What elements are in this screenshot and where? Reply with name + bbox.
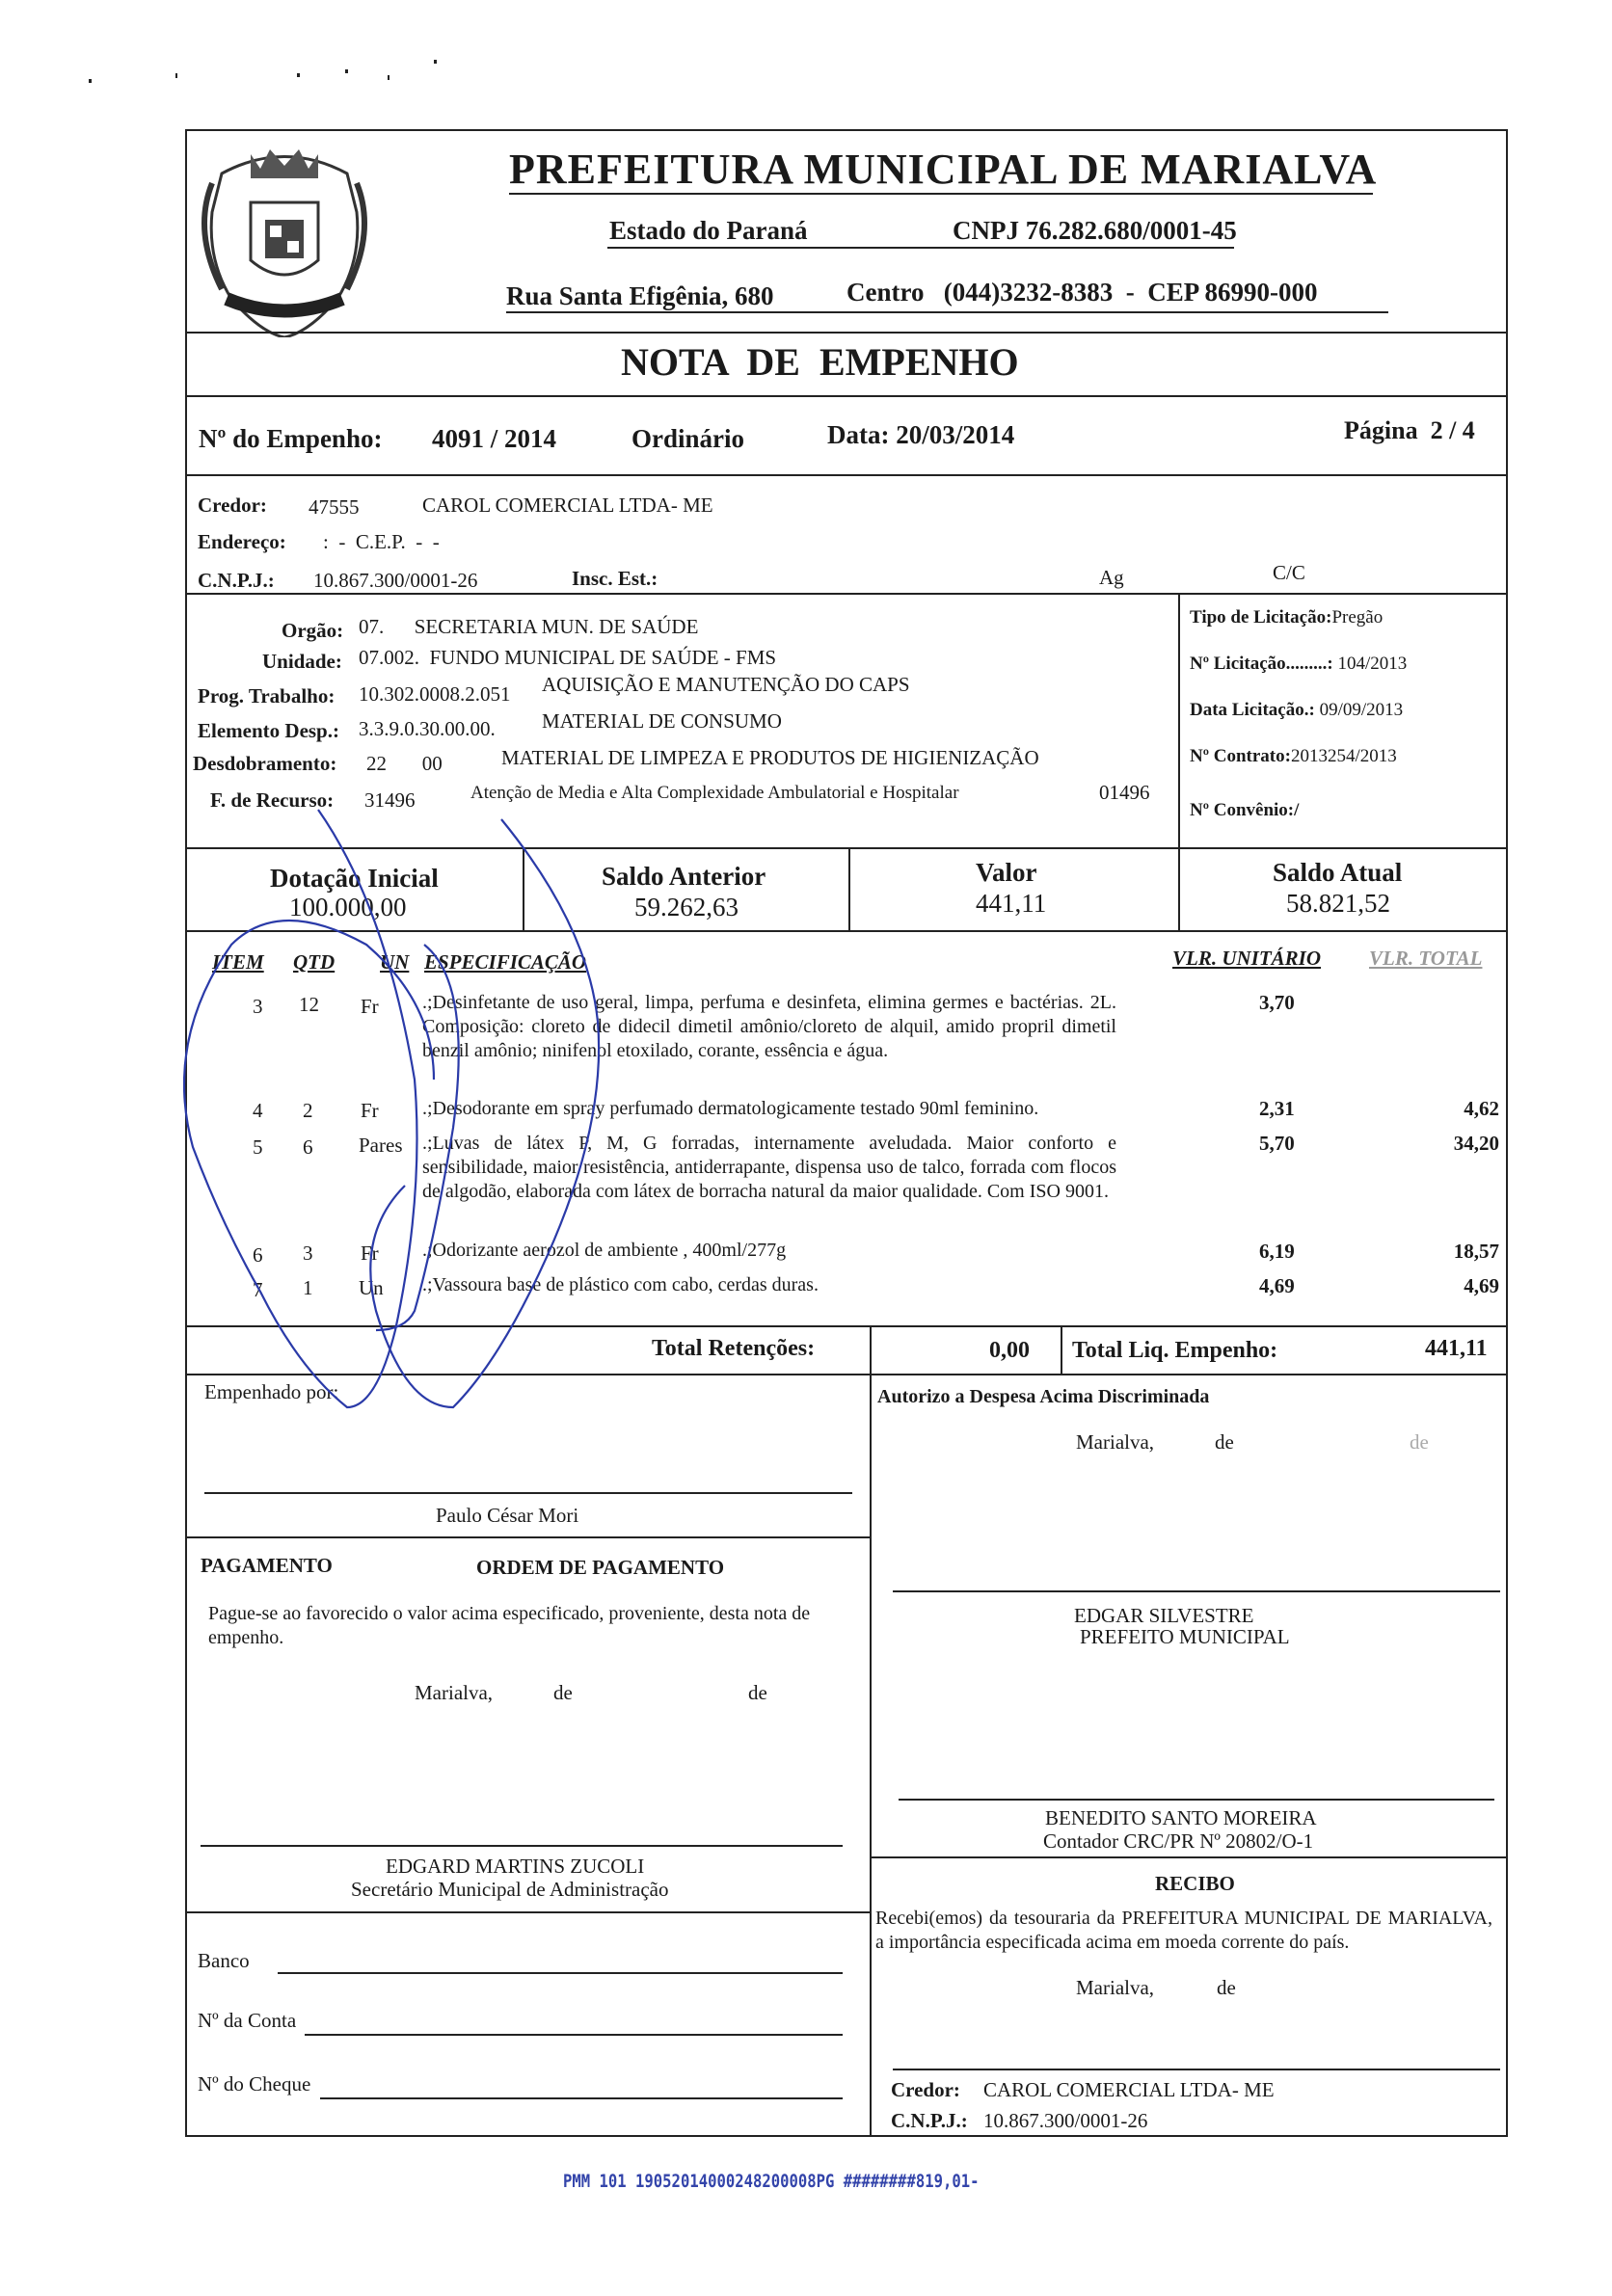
page-number: Página 2 / 4 bbox=[1344, 416, 1475, 444]
contador-name: BENEDITO SANTO MOREIRA bbox=[1045, 1806, 1317, 1829]
pagamento-place: Marialva, bbox=[415, 1681, 494, 1704]
endereco-label: Endereço: bbox=[198, 530, 286, 553]
cnpj-value: 10.867.300/0001-26 bbox=[313, 569, 478, 592]
desdobramento-label: Desdobramento: bbox=[193, 752, 337, 775]
orgao-value: 07. SECRETARIA MUN. DE SAÚDE bbox=[359, 615, 699, 638]
footer-code: PMM 101 19052014000248200008PG ########819,01- bbox=[563, 2171, 980, 2192]
empenho-date: Data: 20/03/2014 bbox=[827, 420, 1015, 449]
empenho-type: Ordinário bbox=[631, 424, 745, 453]
valor-value: 441,11 bbox=[976, 889, 1047, 918]
recurso-code: 01496 bbox=[1099, 781, 1150, 804]
state-label: Estado do Paraná bbox=[609, 216, 808, 245]
autorizo-label: Autorizo a Despesa Acima Discriminada bbox=[877, 1386, 1210, 1407]
ordem-pagamento-label: ORDEM DE PAGAMENTO bbox=[476, 1556, 725, 1579]
secretario-role: Secretário Municipal de Administração bbox=[351, 1878, 669, 1901]
prog-trabalho-value: 10.302.0008.2.051 bbox=[359, 682, 511, 706]
ag-label: Ag bbox=[1099, 566, 1124, 589]
recibo-credor-label: Credor: bbox=[891, 2078, 960, 2101]
address-label: Rua Santa Efigênia, 680 bbox=[506, 281, 774, 310]
cnpj-label: C.N.P.J.: bbox=[198, 569, 275, 592]
recurso-value: 31496 bbox=[364, 788, 416, 812]
autorizo-de2: de bbox=[1410, 1430, 1429, 1454]
col-un: UN bbox=[380, 950, 410, 974]
pagamento-de2: de bbox=[748, 1681, 767, 1704]
saldo-atual-value: 58.821,52 bbox=[1286, 889, 1390, 918]
pagamento-text: Pague-se ao favorecido o valor acima especificado, proveniente, desta nota de empenho. bbox=[208, 1603, 811, 1648]
page-title: PREFEITURA MUNICIPAL DE MARIALVA bbox=[509, 146, 1378, 193]
empenhado-por-label: Empenhado por: bbox=[204, 1380, 339, 1403]
total-liq-value: 441,11 bbox=[1425, 1336, 1488, 1361]
data-licitacao-label: Data Licitação.: 09/09/2013 bbox=[1190, 700, 1404, 720]
recurso-desc: Atenção de Media e Alta Complexidade Ambulatorial e Hospitalar bbox=[470, 783, 959, 803]
empenhado-por-name: Paulo César Mori bbox=[436, 1504, 579, 1527]
dotacao-value: 100.000,00 bbox=[289, 893, 407, 921]
pen-mark bbox=[183, 790, 636, 1465]
conta-label: Nº da Conta bbox=[198, 2009, 297, 2032]
recibo-credor-value: CAROL COMERCIAL LTDA- ME bbox=[983, 2078, 1275, 2101]
banco-label: Banco bbox=[198, 1949, 250, 1972]
contact-label: Centro (044)3232-8383 - CEP 86990-000 bbox=[846, 278, 1318, 307]
elemento-label: Elemento Desp.: bbox=[198, 719, 339, 742]
scan-specks bbox=[87, 58, 472, 96]
credor-label: Credor: bbox=[198, 494, 267, 517]
unidade-label: Unidade: bbox=[262, 650, 342, 673]
total-retencoes-value: 0,00 bbox=[989, 1338, 1030, 1363]
recibo-place: Marialva, bbox=[1076, 1976, 1155, 1999]
col-vlr-total: VLR. TOTAL bbox=[1369, 947, 1483, 970]
prog-trabalho-desc: AQUISIÇÃO E MANUTENÇÃO DO CAPS bbox=[542, 673, 910, 696]
cheque-label: Nº do Cheque bbox=[198, 2072, 311, 2096]
convenio-label: Nº Convênio:/ bbox=[1190, 800, 1300, 820]
pagamento-de1: de bbox=[553, 1681, 573, 1704]
elemento-value: 3.3.9.0.30.00.00. bbox=[359, 717, 496, 740]
autorizo-place: Marialva, bbox=[1076, 1430, 1155, 1454]
endereco-value: : - C.E.P. - - bbox=[323, 530, 440, 553]
empenho-number-label: Nº do Empenho: bbox=[199, 424, 383, 453]
saldo-atual-label: Saldo Atual bbox=[1273, 858, 1403, 887]
contador-role: Contador CRC/PR Nº 20802/O-1 bbox=[1043, 1829, 1314, 1853]
recibo-label: RECIBO bbox=[1155, 1872, 1235, 1895]
desdobramento-value: 22 00 bbox=[366, 752, 443, 775]
valor-label: Valor bbox=[976, 858, 1037, 887]
municipal-cnpj: CNPJ 76.282.680/0001-45 bbox=[953, 216, 1237, 245]
numero-licitacao-label: Nº Licitação.........: 104/2013 bbox=[1190, 654, 1408, 674]
empenho-number: 4091 / 2014 bbox=[432, 424, 557, 453]
tipo-licitacao-label: Tipo de Licitação:Pregão bbox=[1190, 607, 1384, 627]
credor-name: CAROL COMERCIAL LTDA- ME bbox=[422, 494, 713, 517]
desdobramento-desc: MATERIAL DE LIMPEZA E PRODUTOS DE HIGIENIZAÇÃO bbox=[501, 746, 1039, 769]
prefeito-role: PREFEITO MUNICIPAL bbox=[1080, 1625, 1290, 1648]
cc-label: C/C bbox=[1273, 561, 1305, 584]
recibo-cnpj-value: 10.867.300/0001-26 bbox=[983, 2109, 1148, 2132]
recibo-cnpj-label: C.N.P.J.: bbox=[891, 2109, 968, 2132]
dotacao-label: Dotação Inicial bbox=[270, 864, 439, 893]
col-qtd: QTD bbox=[293, 950, 336, 974]
col-item: ITEM bbox=[212, 950, 264, 974]
autorizo-de1: de bbox=[1215, 1430, 1234, 1454]
col-vlr-unitario: VLR. UNITÁRIO bbox=[1172, 947, 1322, 970]
secretario-name: EDGARD MARTINS ZUCOLI bbox=[386, 1855, 645, 1878]
elemento-desc: MATERIAL DE CONSUMO bbox=[542, 709, 782, 733]
recibo-text: Recebi(emos) da tesouraria da PREFEITURA MUNICIPAL DE MARIALVA, a importância especificada acima em moeda corrente do país. bbox=[875, 1908, 1492, 1953]
unidade-value: 07.002. FUNDO MUNICIPAL DE SAÚDE - FMS bbox=[359, 646, 777, 669]
contrato-label: Nº Contrato:2013254/2013 bbox=[1190, 746, 1397, 766]
orgao-label: Orgão: bbox=[282, 619, 344, 642]
pagamento-label: PAGAMENTO bbox=[201, 1554, 333, 1577]
saldo-anterior-label: Saldo Anterior bbox=[602, 862, 766, 891]
total-retencoes-label: Total Retenções: bbox=[652, 1336, 816, 1361]
insc-est-label: Insc. Est.: bbox=[572, 567, 658, 590]
col-especificacao: ESPECIFICAÇÃO bbox=[424, 950, 587, 974]
saldo-anterior-value: 59.262,63 bbox=[634, 893, 739, 921]
recurso-label: F. de Recurso: bbox=[210, 788, 335, 812]
prog-trabalho-label: Prog. Trabalho: bbox=[198, 684, 336, 707]
total-liq-label: Total Liq. Empenho: bbox=[1072, 1338, 1278, 1363]
recibo-de: de bbox=[1217, 1976, 1236, 1999]
document-type: NOTA DE EMPENHO bbox=[621, 340, 1019, 384]
prefeito-name: EDGAR SILVESTRE bbox=[1074, 1604, 1254, 1627]
credor-code: 47555 bbox=[309, 495, 360, 519]
